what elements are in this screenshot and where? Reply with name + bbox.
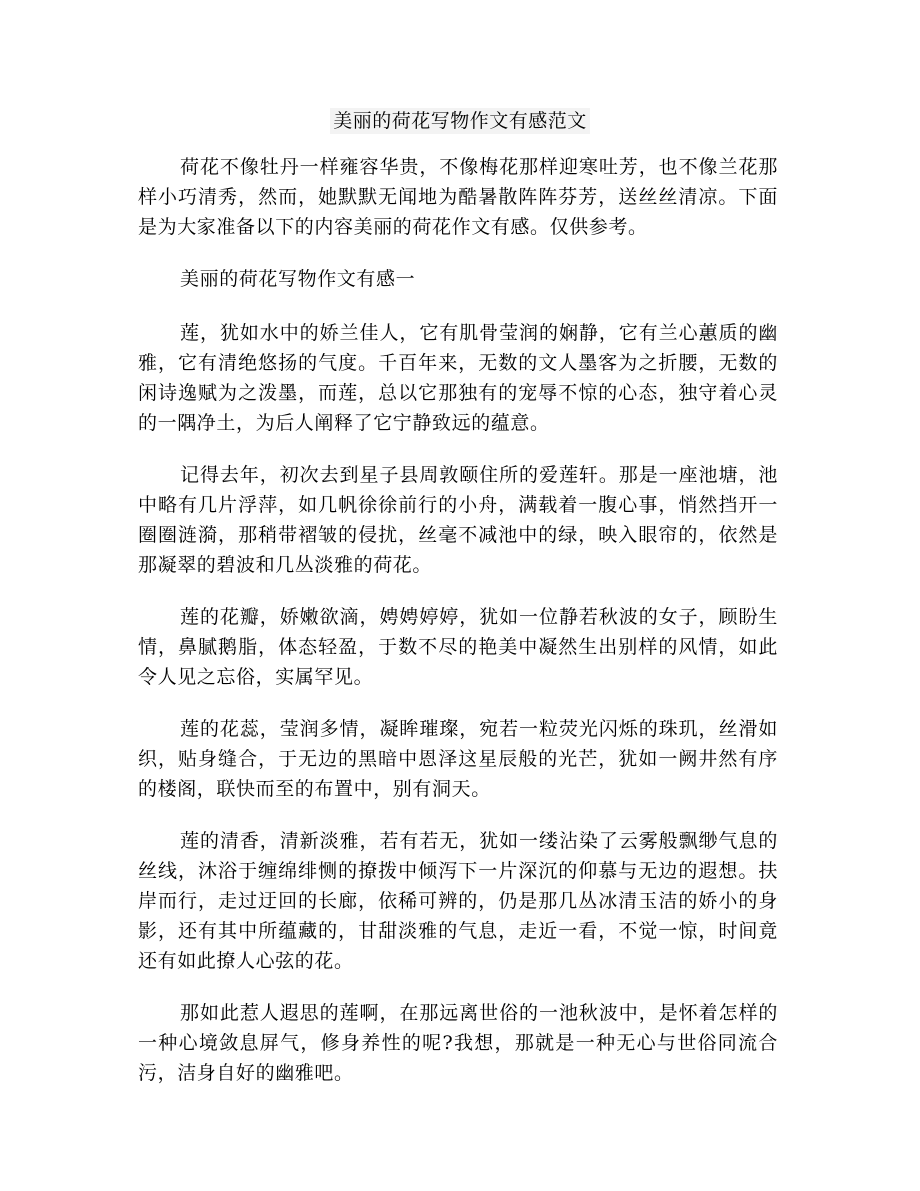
document-body [138,152,778,1110]
title-container [0,108,920,134]
body-paragraph-6: 那如此惹人遐思的莲啊，在那远离世俗的一池秋波中，是怀着怎样的一种心境敛息屏气，修身养性的呢?我想，那就是一种无心与世俗同流合污，洁身自好的幽雅吧。 [138,1002,778,1084]
body-paragraph-3: 莲的花瓣，娇嫩欲滴，娉娉婷婷，犹如一位静若秋波的女子，顾盼生情，鼻腻鹅脂，体态轻盈，于数不尽的艳美中凝然生出别样的风情，如此令人见之忘俗，实属罕见。 [138,606,778,688]
body-paragraph-4: 莲的花蕊，莹润多情，凝眸璀璨，宛若一粒荧光闪烁的珠玑，丝滑如织，贴身缝合，于无边的黑暗中恩泽这星辰般的光芒，犹如一阙井然有序的楼阁，联快而至的布置中，别有洞天。 [138,718,778,800]
body-paragraph-5: 莲的清香，清新淡雅，若有若无，犹如一缕沾染了云雾般飘缈气息的丝线，沐浴于缠绵绯恻的撩拨中倾泻下一片深沉的仰慕与无边的遐想。扶岸而行，走过迂回的长廊，依稀可辨的，仍是那几丛冰清玉洁的娇小的身影，还有其中所蕴藏的，甘甜淡雅的气息，走近一看，不觉一惊，时间竟还有如此撩人心弦的花。 [138,830,778,972]
section-heading: 美丽的荷花写物作文有感一 [180,268,416,290]
body-paragraph-2: 记得去年，初次去到星子县周敦颐住所的爱莲轩。那是一座池塘，池中略有几片浮萍，如几帆徐徐前行的小舟，满载着一腹心事，悄然挡开一圈圈涟漪，那稍带褶皱的侵扰，丝毫不减池中的绿，映入眼帘的，依然是那凝翠的碧波和几丛淡雅的荷花。 [138,464,778,576]
document-title: 美丽的荷花写物作文有感范文 [330,108,590,134]
body-paragraph-1: 莲，犹如水中的娇兰佳人，它有肌骨莹润的娴静，它有兰心蕙质的幽雅，它有清绝悠扬的气度。千百年来，无数的文人墨客为之折腰，无数的闲诗逸赋为之泼墨，而莲，总以它那独有的宠辱不惊的心态，独守着心灵的一隅净土，为后人阐释了它宁静致远的蕴意。 [138,322,778,434]
intro-paragraph: 荷花不像牡丹一样雍容华贵，不像梅花那样迎寒吐芳，也不像兰花那样小巧清秀，然而，她默默无闻地为酷暑散阵阵芬芳，送丝丝清凉。下面是为大家准备以下的内容美丽的荷花作文有感。仅供参考。 [138,156,778,238]
